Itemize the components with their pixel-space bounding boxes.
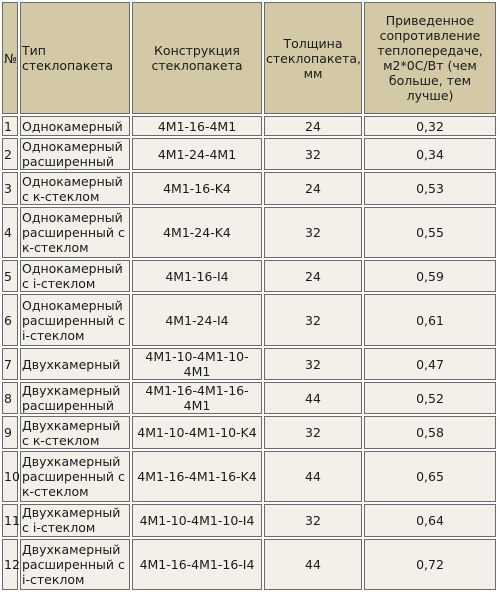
cell-resistance: 0,72 [364,539,496,591]
cell-thickness: 32 [264,504,362,536]
cell-construction: 4M1-10-4M1-10-K4 [132,416,262,448]
table-row [2,260,496,292]
cell-thickness: 32 [264,138,362,170]
cell-type: Однокамерный расширенный с к-стеклом [20,207,130,258]
cell-resistance: 0,47 [364,348,496,380]
cell-type: Однокамерный с к-стеклом [20,172,130,204]
cell-construction: 4M1-16-4M1-16-K4 [132,451,262,502]
cell-construction: 4M1-24-I4 [132,294,262,345]
table-body [2,116,496,590]
cell-type: Двухкамерный расширенный с i-стеклом [20,539,130,591]
table-row [2,382,496,414]
cell-construction: 4M1-16-4M1 [132,116,262,136]
table-row [2,504,496,536]
cell-thickness: 24 [264,116,362,136]
table-row [2,116,496,136]
cell-construction: 4M1-16-4M1-16-4M1 [132,382,262,414]
cell-num: 1 [2,116,18,136]
cell-resistance: 0,52 [364,382,496,414]
cell-construction: 4M1-16-I4 [132,260,262,292]
cell-num: 2 [2,138,18,170]
cell-thickness: 44 [264,539,362,591]
cell-num: 6 [2,294,18,345]
table-row [2,539,496,591]
cell-construction: 4M1-24-K4 [132,207,262,258]
cell-construction: 4M1-10-4M1-10-I4 [132,504,262,536]
cell-type: Двухкамерный [20,348,130,380]
cell-thickness: 24 [264,172,362,204]
table-row [2,172,496,204]
cell-resistance: 0,53 [364,172,496,204]
cell-type: Однокамерный расширенный с i-стеклом [20,294,130,345]
cell-resistance: 0,64 [364,504,496,536]
cell-num: 7 [2,348,18,380]
cell-num: 9 [2,416,18,448]
cell-thickness: 32 [264,416,362,448]
header-row [2,2,496,114]
cell-thickness: 32 [264,207,362,258]
cell-resistance: 0,65 [364,451,496,502]
header-construction: Конструкция стеклопакета [132,2,262,114]
cell-thickness: 32 [264,348,362,380]
cell-resistance: 0,32 [364,116,496,136]
cell-construction: 4M1-10-4M1-10-4M1 [132,348,262,380]
cell-type: Однокамерный расширенный [20,138,130,170]
cell-type: Двухкамерный расширенный с к-стеклом [20,451,130,502]
cell-num: 3 [2,172,18,204]
table-row [2,348,496,380]
cell-resistance: 0,61 [364,294,496,345]
cell-type: Однокамерный с i-стеклом [20,260,130,292]
cell-construction: 4M1-16-K4 [132,172,262,204]
table-row [2,451,496,502]
cell-type: Двухкамерный с к-стеклом [20,416,130,448]
cell-type: Двухкамерный расширенный [20,382,130,414]
cell-num: 12 [2,539,18,591]
cell-construction: 4M1-16-4M1-16-I4 [132,539,262,591]
cell-type: Однокамерный [20,116,130,136]
table-row [2,294,496,345]
header-type: Тип стеклопакета [20,2,130,114]
table-row [2,138,496,170]
header-num: № [2,2,18,114]
table-row [2,207,496,258]
cell-resistance: 0,59 [364,260,496,292]
cell-type: Двухкамерный с i-стеклом [20,504,130,536]
cell-num: 8 [2,382,18,414]
cell-num: 4 [2,207,18,258]
cell-thickness: 44 [264,451,362,502]
cell-num: 5 [2,260,18,292]
table-row [2,416,496,448]
header-resistance: Приведенное сопротивление теплопередаче, м2*0С/Вт (чем больше, тем лучше) [364,2,496,114]
cell-resistance: 0,55 [364,207,496,258]
cell-construction: 4M1-24-4M1 [132,138,262,170]
cell-thickness: 32 [264,294,362,345]
cell-num: 11 [2,504,18,536]
cell-resistance: 0,34 [364,138,496,170]
cell-thickness: 44 [264,382,362,414]
cell-resistance: 0,58 [364,416,496,448]
cell-thickness: 24 [264,260,362,292]
header-thickness: Толщина стеклопакета, мм [264,2,362,114]
cell-num: 10 [2,451,18,502]
